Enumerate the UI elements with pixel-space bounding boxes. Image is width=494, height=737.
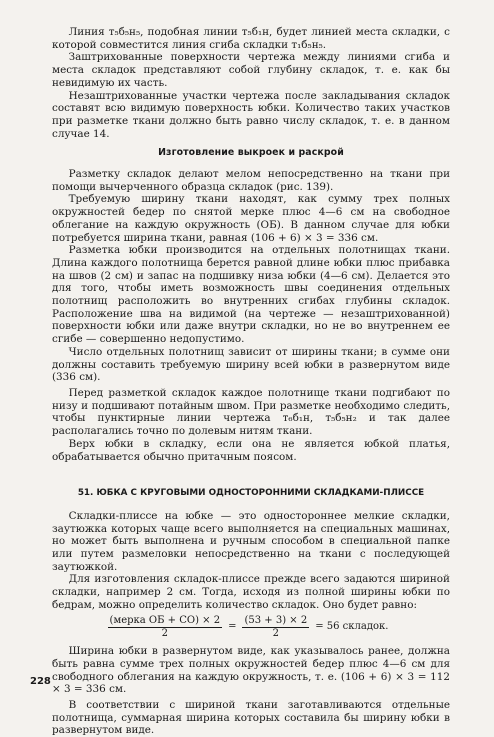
pleat-count-formula [52, 615, 450, 640]
formula-numerator-1: (мерка ОБ + СО) × 2 [108, 615, 223, 629]
page-number: 228 [30, 676, 51, 687]
formula-fraction-2 [242, 615, 309, 640]
section2-paragraph-4: В соответствии с шириной ткани заготавливаются отдельные полотнища, суммарная ширина которых составила бы ширину юбки в развернутом виде. [52, 699, 450, 737]
chapter-heading-pleated-skirt: 51. ЮБКА С КРУГОВЫМИ ОДНОСТОРОННИМИ СКЛАДКАМИ-ПЛИССЕ [77, 488, 425, 499]
formula-result: = 56 складок. [315, 620, 389, 632]
section1-paragraph-3: Разметка юбки производится на отдельных полотнищах ткани. Длина каждого полотнища берется равной длине юбки плюс прибавка на швов (2 см) и запас на подшивку низа юбки (4—6 см). Делается это для того, чтобы иметь возможность швы соединения отдельных полотнищ расположить во внутренних сгибах глубины складок. Расположение шва на видимой (на чертеже — незаштрихованной) поверхности юбки или даже внутри складки, но не во внутреннем ее сгибе — совершенно недопустимо. [52, 244, 450, 346]
formula-equals: = [228, 620, 237, 632]
section2-paragraph-1: Складки-плиссе на юбке — это одностороннее мелкие складки, заутюжка которых чаще всего выполняется на специальных машинах, но может быть выполнена и ручным способом в специальной папке или путем размеловки непосредственно на ткани с последующей заутюжкой. [52, 509, 450, 573]
intro-paragraph-3: Незаштрихованные участки чертежа после закладывания складок составят всю видимую поверхность юбки. Количество таких участков при разметке ткани должно быть равно числу складок, т. е. в данном случае 14. [52, 89, 450, 140]
intro-paragraph-2: Заштрихованные поверхности чертежа между линиями сгиба и места складок представляют собой глубину складок, т. е. как бы невидимую их часть. [52, 51, 450, 89]
section1-paragraph-2: Требуемую ширину ткани находят, как сумму трех полных окружностей бедер по снятой мерке плюс 4—6 см на свободное облегание на каждую окружность (ОБ). В данном случае для юбки потребуется ширина ткани, равная (106 + 6) × 3 = 336 см. [52, 193, 450, 244]
formula-fraction-1 [108, 615, 223, 640]
section1-paragraph-1: Разметку складок делают мелом непосредственно на ткани при помощи вычерченного образца складок (рис. 139). [52, 168, 450, 193]
section2-paragraph-3: Ширина юбки в развернутом виде, как указывалось ранее, должна быть равна сумме трех полных окружностей бедер плюс 4—6 см для свободного облегания на каждую окружность, т. е. (106 + 6) × 3 = 112 × 3 = 336 см. [52, 645, 450, 696]
section-heading-cutting: Изготовление выкроек и раскрой [158, 147, 344, 159]
formula-numerator-2: (53 + 3) × 2 [242, 615, 309, 629]
intro-paragraph-1: Линия т₅б₅н₅, подобная линии т₅б₁н, будет линией места складки, с которой совместится линия сгиба складки т₁б₅н₅. [52, 26, 450, 51]
section1-paragraph-6: Верх юбки в складку, если она не является юбкой платья, обрабатывается обычно притачным поясом. [52, 437, 450, 463]
formula-denominator-1: 2 [161, 628, 168, 640]
section1-paragraph-4: Число отдельных полотнищ зависит от ширины ткани; в сумме они должны составить требуемую ширину всей юбки в развернутом виде (336 см). [52, 345, 450, 384]
section2-paragraph-2: Для изготовления складок-плиссе прежде всего задаются шириной складки, например 2 см. Тогда, исходя из полной ширины юбки по бедрам, можно определить количество складок. Оно будет равно: [52, 573, 450, 611]
section1-paragraph-5: Перед разметкой складок каждое полотнище ткани подгибают по низу и подшивают потайным швом. При разметке необходимо следить, чтобы пунктирные линии чертежа т₆б₁н, т₅б₅н₂ и так далее располагались точно по долевым нитям ткани. [52, 386, 450, 438]
formula-denominator-2: 2 [272, 628, 280, 640]
